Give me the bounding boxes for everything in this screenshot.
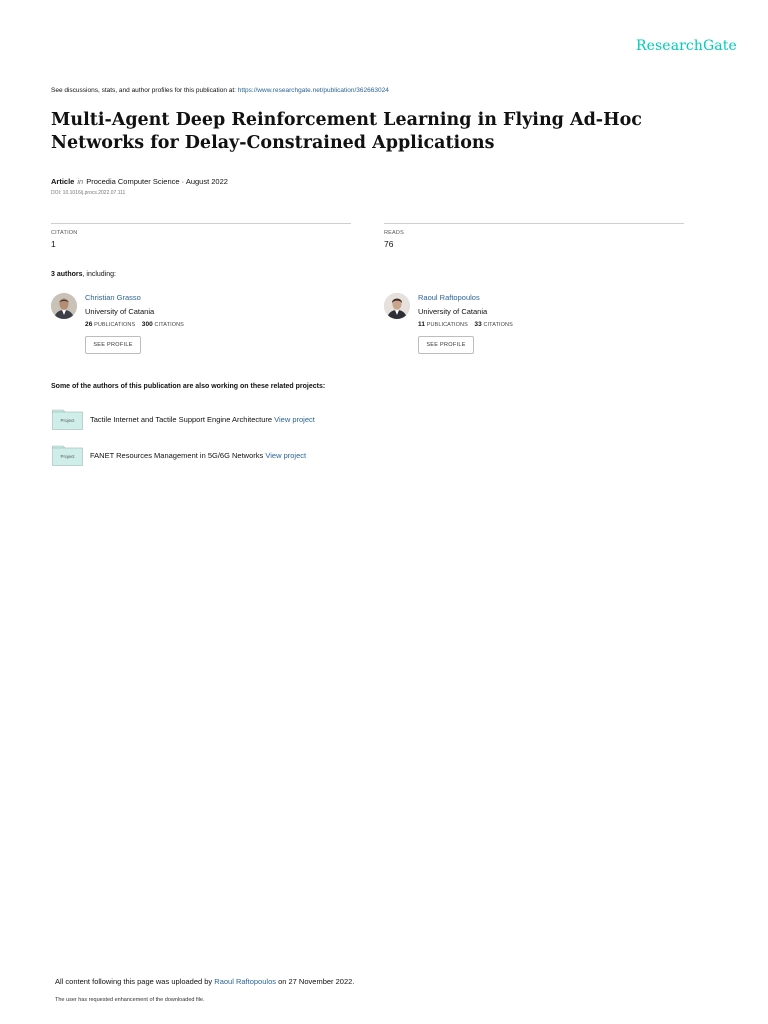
project-folder-icon [52, 409, 83, 430]
project-line [90, 451, 306, 460]
upload-note [55, 977, 354, 986]
publication-meta [51, 177, 228, 186]
reads-label: READS [384, 230, 404, 236]
project-item [52, 409, 472, 433]
author-photo-icon [384, 293, 410, 319]
author-name-link[interactable]: Christian Grasso [85, 293, 141, 302]
enhancement-note: The user has requested enhancement of the downloaded file. [55, 997, 205, 1003]
author-stats [418, 321, 513, 328]
author-citations-count: 33 [474, 321, 482, 328]
author-card [384, 293, 684, 363]
avatar[interactable] [51, 293, 77, 319]
author-institution: University of Catania [418, 307, 488, 316]
reads-count: 76 [384, 239, 394, 249]
project-folder-icon [52, 445, 83, 466]
author-card [51, 293, 351, 363]
author-stats [85, 321, 184, 328]
view-project-link[interactable]: View project [274, 415, 315, 424]
project-title: Tactile Internet and Tactile Support Engine Architecture [90, 415, 275, 424]
author-publications-count: 11 [418, 321, 426, 328]
authors-count: 3 authors [51, 271, 83, 278]
reads-divider [384, 223, 684, 224]
author-photo-icon [51, 293, 77, 319]
authors-heading [51, 271, 116, 278]
upload-prefix: All content following this page was uploaded by [55, 977, 215, 986]
see-profile-button[interactable]: SEE PROFILE [418, 336, 474, 354]
project-title: FANET Resources Management in 5G/6G Networks [90, 451, 266, 460]
in-label: in [77, 177, 84, 186]
author-citations-count: 300 [141, 321, 153, 328]
publication-venue: Procedia Computer Science · August 2022 [86, 177, 228, 186]
project-line [90, 415, 315, 424]
researchgate-logo[interactable]: ResearchGate [636, 38, 737, 54]
authors-suffix: , including: [82, 271, 116, 278]
publication-url-link[interactable]: https://www.researchgate.net/publication/362663024 [237, 87, 389, 94]
project-badge: Project [60, 454, 75, 459]
uploader-link[interactable]: Raoul Raftopoulos [214, 977, 276, 986]
publication-doi: DOI: 10.1016/j.procs.2022.07.111 [51, 190, 126, 196]
discussions-text: See discussions, stats, and author profiles for this publication at: [51, 87, 238, 94]
discussions-line [51, 87, 389, 94]
author-publications-count: 26 [85, 321, 93, 328]
publications-label: PUBLICATIONS [426, 322, 468, 328]
project-badge: Project [60, 418, 75, 423]
avatar[interactable] [384, 293, 410, 319]
citation-divider [51, 223, 351, 224]
related-projects-heading: Some of the authors of this publication are also working on these related projects: [51, 383, 326, 390]
publication-type: Article [51, 177, 75, 186]
upload-suffix: on 27 November 2022. [276, 977, 355, 986]
author-institution: University of Catania [85, 307, 155, 316]
view-project-link[interactable]: View project [265, 451, 307, 460]
citation-label: CITATION [51, 230, 78, 236]
citation-count: 1 [51, 239, 56, 249]
publications-label: PUBLICATIONS [94, 322, 136, 328]
author-name-link[interactable]: Raoul Raftopoulos [418, 293, 480, 302]
publication-title: Multi-Agent Deep Reinforcement Learning in Flying Ad-Hoc Networks for Delay-Constrained Applications [51, 110, 642, 153]
see-profile-button[interactable]: SEE PROFILE [85, 336, 141, 354]
citations-label: CITATIONS [483, 322, 513, 328]
project-item [52, 445, 472, 469]
citations-label: CITATIONS [154, 322, 184, 328]
